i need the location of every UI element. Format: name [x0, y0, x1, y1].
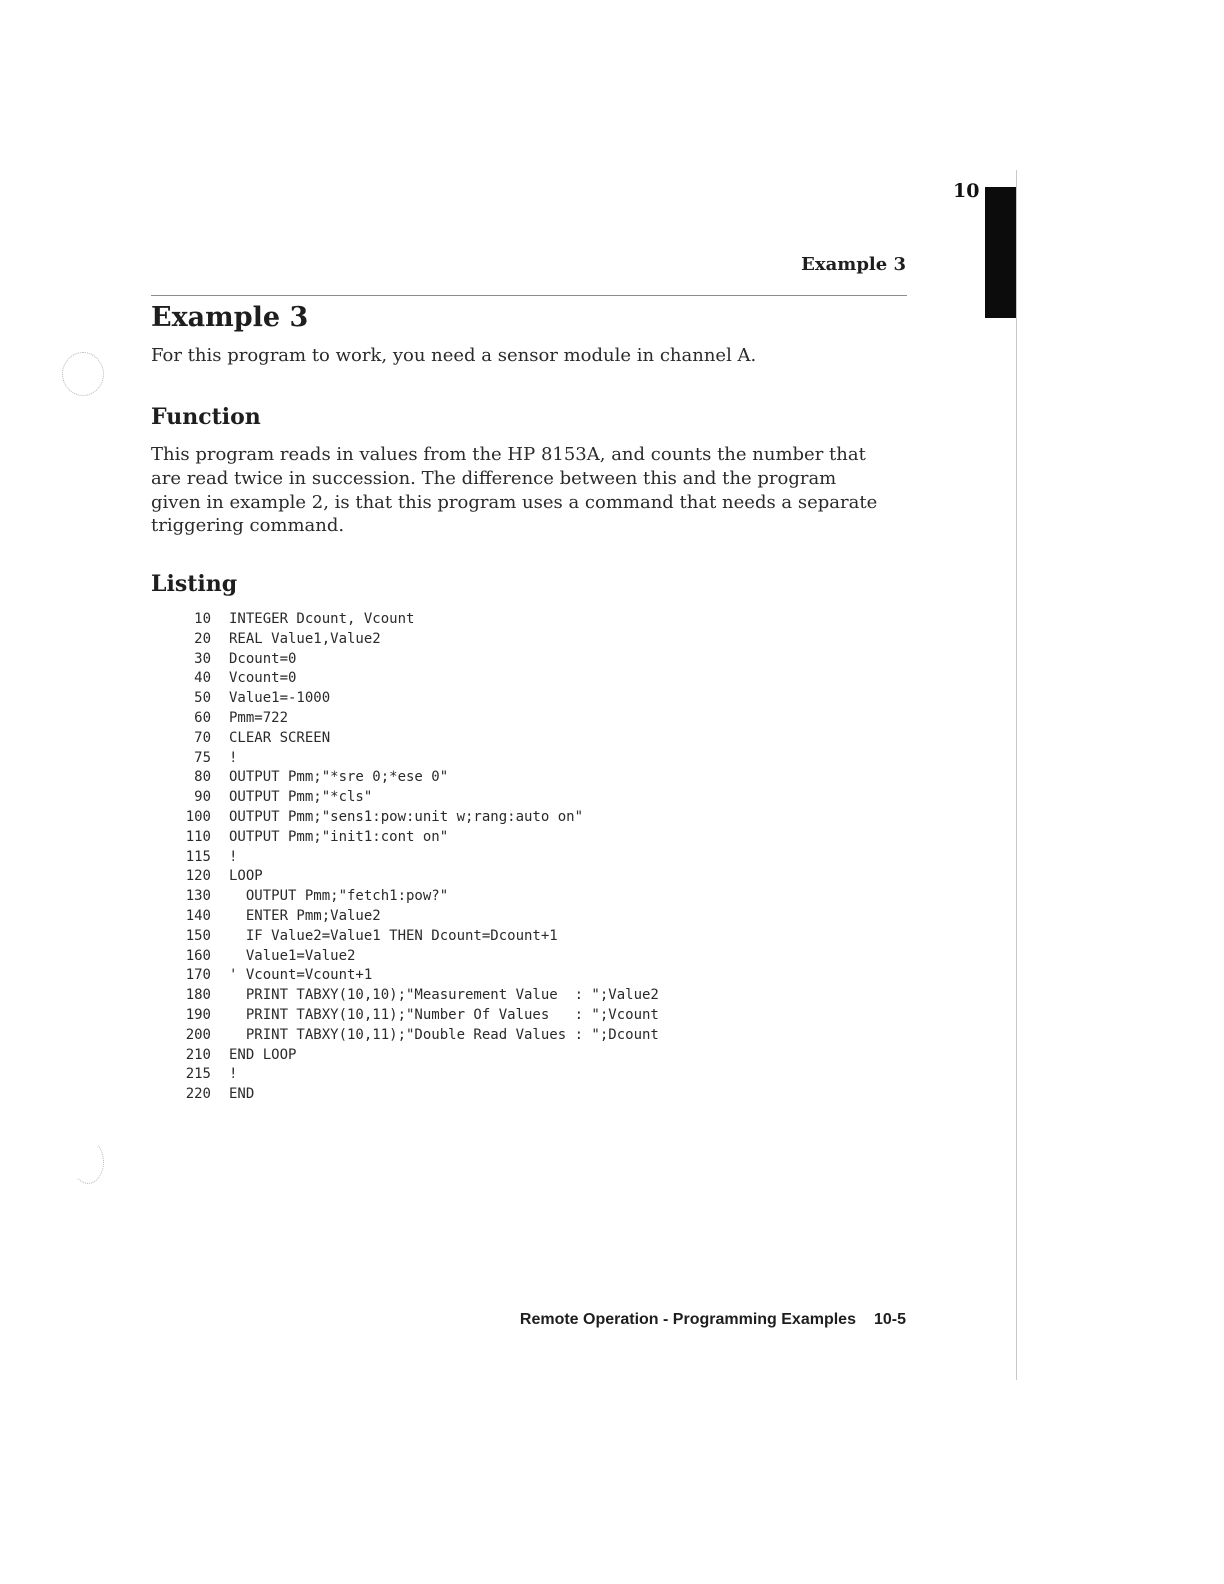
code-line — [170, 689, 659, 709]
page-edge-line — [1016, 170, 1017, 1380]
line-number: 170 — [185, 967, 211, 984]
code-line — [170, 828, 659, 848]
code-text: ! — [229, 749, 238, 766]
code-line — [170, 966, 659, 986]
code-line — [170, 1026, 659, 1046]
code-text: Dcount=0 — [229, 650, 297, 667]
listing-heading: Listing — [151, 571, 238, 597]
code-text: END LOOP — [229, 1046, 297, 1063]
code-text: PRINT TABXY(10,10);"Measurement Value : ";Value2 — [229, 987, 659, 1004]
line-number: 150 — [185, 927, 211, 944]
line-number: 10 — [194, 611, 211, 627]
line-number: 220 — [185, 1086, 211, 1103]
code-text: IF Value2=Value1 THEN Dcount=Dcount+1 — [229, 927, 558, 944]
code-text: END — [229, 1086, 255, 1103]
line-number: 40 — [194, 670, 211, 687]
code-text: CLEAR SCREEN — [229, 729, 331, 746]
code-line — [170, 1006, 659, 1026]
line-number: 75 — [194, 749, 211, 766]
function-line: are read twice in succession. The difference between this and the program — [151, 467, 837, 489]
code-text: OUTPUT Pmm;"fetch1:pow?" — [229, 888, 449, 905]
function-line: triggering command. — [151, 515, 345, 537]
code-text: PRINT TABXY(10,11);"Double Read Values : ";Dcount — [229, 1026, 659, 1043]
code-line — [170, 986, 659, 1006]
intro-paragraph: For this program to work, you need a sensor module in channel A. — [151, 345, 757, 366]
code-line — [170, 867, 659, 887]
code-text: PRINT TABXY(10,11);"Number Of Values : ";Vcount — [229, 1006, 659, 1023]
line-number: 60 — [194, 709, 211, 726]
line-number: 80 — [194, 769, 211, 786]
code-line — [170, 848, 659, 868]
code-text: ENTER Pmm;Value2 — [229, 907, 381, 924]
line-number: 160 — [185, 947, 211, 964]
line-number: 20 — [194, 630, 211, 647]
code-line — [170, 630, 659, 650]
page-number: 10-5 — [873, 1311, 906, 1328]
line-number: 30 — [194, 650, 211, 667]
code-line — [170, 907, 659, 927]
line-number: 215 — [185, 1066, 211, 1083]
line-number: 120 — [185, 868, 211, 885]
chapter-tab-number: 10 — [953, 180, 980, 202]
page-title: Example 3 — [151, 302, 309, 333]
code-line — [170, 808, 659, 828]
function-line: given in example 2, is that this program uses a command that needs a separate — [151, 491, 878, 513]
code-line — [170, 1046, 659, 1066]
code-text: OUTPUT Pmm;"sens1:pow:unit w;rang:auto on" — [229, 808, 584, 825]
code-text: INTEGER Dcount, Vcount — [229, 611, 415, 627]
function-heading: Function — [151, 404, 261, 430]
footer-text: Remote Operation - Programming Examples — [519, 1311, 856, 1328]
code-text: Value1=Value2 — [229, 947, 356, 964]
function-paragraph — [151, 443, 877, 538]
line-number: 50 — [194, 690, 211, 707]
code-listing — [170, 610, 659, 1105]
code-line — [170, 947, 659, 967]
code-text: LOOP — [229, 868, 263, 885]
code-text: ! — [229, 848, 238, 865]
punch-hole-top — [62, 352, 104, 396]
code-line — [170, 729, 659, 749]
line-number: 190 — [185, 1006, 211, 1023]
code-line — [170, 768, 659, 788]
line-number: 210 — [185, 1046, 211, 1063]
code-text: OUTPUT Pmm;"*sre 0;*ese 0" — [229, 769, 449, 786]
line-number: 115 — [185, 848, 211, 865]
code-text: Pmm=722 — [229, 709, 289, 726]
header-rule — [151, 295, 907, 296]
code-line — [170, 788, 659, 808]
code-line — [170, 887, 659, 907]
code-line — [170, 669, 659, 689]
line-number: 130 — [185, 888, 211, 905]
code-line — [170, 927, 659, 947]
line-number: 70 — [194, 729, 211, 746]
line-number: 200 — [185, 1026, 211, 1043]
line-number: 110 — [185, 828, 211, 845]
code-text: REAL Value1,Value2 — [229, 630, 381, 647]
code-text: ' Vcount=Vcount+1 — [229, 967, 373, 984]
code-line — [170, 1085, 659, 1105]
code-text: Value1=-1000 — [229, 690, 331, 707]
line-number: 180 — [185, 987, 211, 1004]
page-footer — [520, 1311, 906, 1329]
line-number: 140 — [185, 907, 211, 924]
line-number: 100 — [185, 808, 211, 825]
punch-hole-bottom — [72, 1140, 104, 1184]
code-text: ! — [229, 1066, 238, 1083]
chapter-tab-marker — [985, 187, 1016, 318]
line-number: 90 — [194, 789, 211, 806]
code-text: OUTPUT Pmm;"*cls" — [229, 789, 373, 806]
code-line — [170, 1065, 659, 1085]
code-line — [170, 650, 659, 670]
code-line — [170, 709, 659, 729]
code-line — [170, 610, 659, 630]
code-text: Vcount=0 — [229, 670, 297, 687]
code-text: OUTPUT Pmm;"init1:cont on" — [229, 828, 449, 845]
code-line — [170, 749, 659, 769]
running-header: Example 3 — [801, 254, 906, 275]
function-line: This program reads in values from the HP 8153A, and counts the number that — [151, 444, 866, 465]
